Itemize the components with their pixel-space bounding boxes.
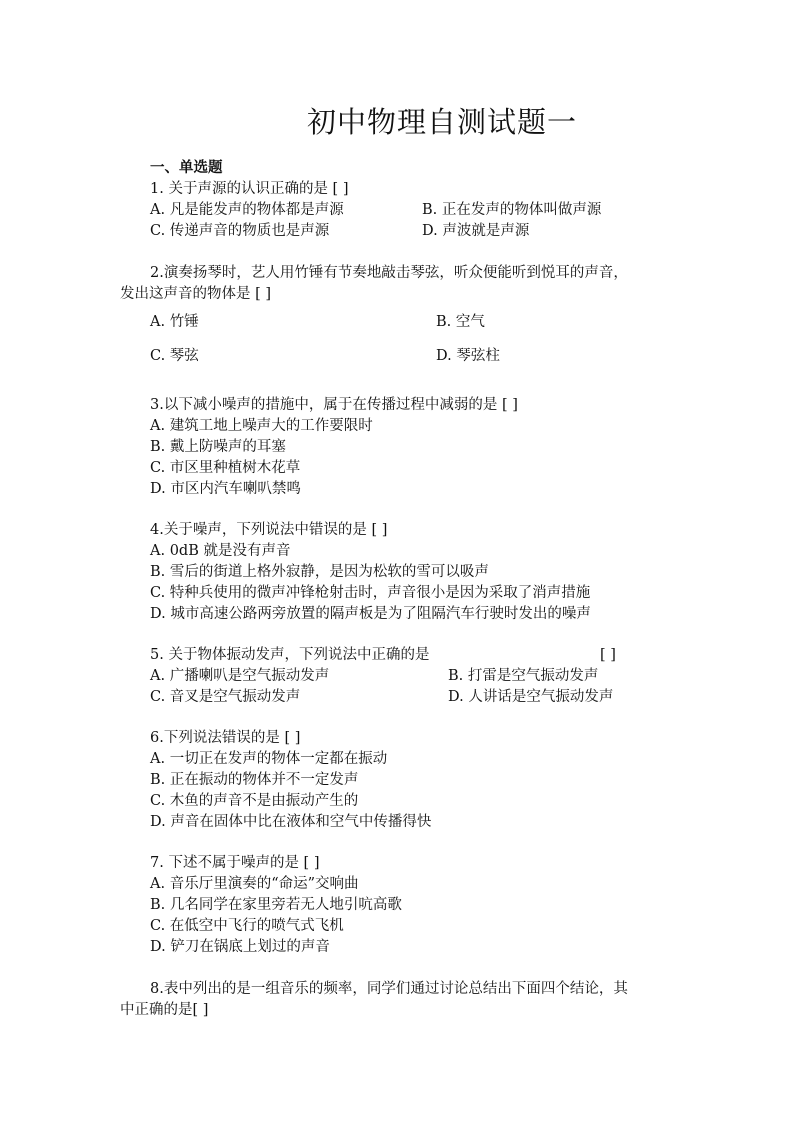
question-2-stem-line1: 2.演奏扬琴时，艺人用竹锤有节奏地敲击琴弦，听众便能听到悦耳的声音，: [150, 265, 628, 281]
question-4-option-c: C. 特种兵使用的微声冲锋枪射击时，声音很小是因为采取了消声措施: [150, 585, 591, 601]
question-5-option-a: A. 广播喇叭是空气振动发声: [150, 668, 330, 684]
question-5-option-c: C. 音叉是空气振动发声: [150, 689, 301, 705]
question-5-answer-bracket: [ ]: [600, 647, 616, 663]
question-8-stem-line1: 8.表中列出的是一组音乐的频率，同学们通过讨论总结出下面四个结论，其: [150, 981, 628, 997]
question-2-option-b: B. 空气: [436, 314, 485, 330]
question-1-stem: 1. 关于声源的认识正确的是 [ ]: [150, 181, 349, 197]
question-3-option-b: B. 戴上防噪声的耳塞: [150, 439, 286, 455]
question-4-option-a: A. 0dB 就是没有声音: [150, 543, 291, 559]
question-4-stem: 4.关于噪声，下列说法中错误的是 [ ]: [150, 522, 388, 538]
question-3-option-d: D. 市区内汽车喇叭禁鸣: [150, 481, 301, 497]
question-2-option-a: A. 竹锤: [150, 314, 199, 330]
question-5-stem: 5. 关于物体振动发声，下列说法中正确的是: [150, 647, 430, 663]
question-3-option-a: A. 建筑工地上噪声大的工作要限时: [150, 418, 373, 434]
question-5-option-d: D. 人讲话是空气振动发声: [448, 689, 614, 705]
question-6-stem: 6.下列说法错误的是 [ ]: [150, 730, 301, 746]
question-2-stem-line2: 发出这声音的物体是 [ ]: [120, 286, 272, 302]
section-heading: 一、单选题: [150, 159, 223, 176]
question-2-option-c: C. 琴弦: [150, 348, 199, 364]
question-7-option-a: A. 音乐厅里演奏的“命运”交响曲: [150, 876, 359, 892]
question-1-option-d: D. 声波就是声源: [422, 223, 530, 239]
question-4-option-d: D. 城市高速公路两旁放置的隔声板是为了阻隔汽车行驶时发出的噪声: [150, 606, 591, 622]
question-1-option-a: A. 凡是能发声的物体都是声源: [150, 202, 344, 218]
question-1-option-b: B. 正在发声的物体叫做声源: [422, 202, 602, 218]
question-7-option-d: D. 铲刀在锅底上划过的声音: [150, 939, 330, 955]
question-2-option-d: D. 琴弦柱: [436, 348, 500, 364]
question-5-option-b: B. 打雷是空气振动发声: [448, 668, 599, 684]
question-6-option-c: C. 木鱼的声音不是由振动产生的: [150, 793, 359, 809]
question-6-option-d: D. 声音在固体中比在液体和空气中传播得快: [150, 814, 432, 830]
question-4-option-b: B. 雪后的街道上格外寂静，是因为松软的雪可以吸声: [150, 564, 489, 580]
question-7-stem: 7. 下述不属于噪声的是 [ ]: [150, 855, 320, 871]
question-1-option-c: C. 传递声音的物质也是声源: [150, 223, 330, 239]
question-7-option-c: C. 在低空中飞行的喷气式飞机: [150, 918, 344, 934]
question-6-option-b: B. 正在振动的物体并不一定发声: [150, 772, 359, 788]
question-8-stem-line2: 中正确的是[ ]: [120, 1002, 209, 1018]
question-6-option-a: A. 一切正在发声的物体一定都在振动: [150, 751, 388, 767]
page-title: 初中物理自测试题一: [306, 105, 577, 139]
question-7-option-b: B. 几名同学在家里旁若无人地引吭高歌: [150, 897, 402, 913]
question-3-stem: 3.以下减小噪声的措施中，属于在传播过程中减弱的是 [ ]: [150, 397, 518, 413]
question-3-option-c: C. 市区里种植树木花草: [150, 460, 301, 476]
